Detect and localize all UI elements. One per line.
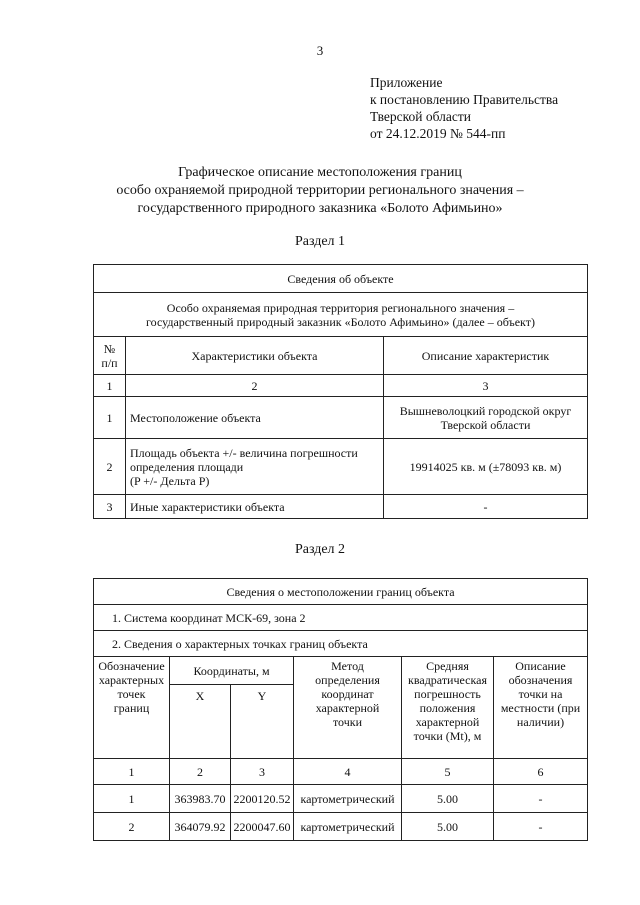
- title-line: государственного природного заказника «Болото Афимьино»: [137, 201, 503, 216]
- col-description: Описание обозначения точки на местности (при наличии): [494, 657, 588, 759]
- appendix-block: [370, 74, 558, 142]
- row-num: 2: [94, 439, 126, 495]
- points-info-line: 2. Сведения о характерных точках границ объекта: [94, 631, 588, 657]
- point-description: -: [494, 785, 588, 813]
- table-row: [94, 439, 588, 495]
- col-x: X: [170, 685, 231, 759]
- table-row: [94, 495, 588, 519]
- table1-colnum: 2: [126, 375, 384, 397]
- col-y: Y: [231, 685, 294, 759]
- section2-heading: Раздел 2: [294, 542, 346, 557]
- row-name: Местоположение объекта: [126, 397, 384, 439]
- table1-subheader: Особо охраняемая природная территория регионального значения – государственный природный заказник «Болото Афимьино» (далее – объект): [94, 293, 588, 337]
- point-method: картометрический: [294, 785, 402, 813]
- point-description: -: [494, 813, 588, 841]
- col-designation: Обозначение характерных точек границ: [94, 657, 170, 759]
- table2-colnum: 5: [402, 759, 494, 785]
- point-x: 364079.92: [170, 813, 231, 841]
- table2-colnum: 4: [294, 759, 402, 785]
- col-coordinates: Координаты, м: [170, 657, 294, 685]
- row-value: 19914025 кв. м (±78093 кв. м): [384, 439, 588, 495]
- table-row: [94, 813, 588, 841]
- appendix-line: Тверской области: [370, 109, 471, 124]
- point-id: 2: [94, 813, 170, 841]
- point-x: 363983.70: [170, 785, 231, 813]
- table1-col-description: Описание характеристик: [384, 337, 588, 375]
- point-y: 2200120.52: [231, 785, 294, 813]
- point-method: картометрический: [294, 813, 402, 841]
- row-value: Вышневолоцкий городской округ Тверской области: [384, 397, 588, 439]
- row-num: 3: [94, 495, 126, 519]
- appendix-line: от 24.12.2019 № 544-пп: [370, 126, 506, 141]
- table1-col-num: № п/п: [94, 337, 126, 375]
- appendix-line: к постановлению Правительства: [370, 92, 559, 107]
- title-line: особо охраняемой природной территории регионального значения –: [116, 183, 524, 198]
- boundary-points-table: [93, 578, 588, 841]
- point-id: 1: [94, 785, 170, 813]
- point-error: 5.00: [402, 785, 494, 813]
- coordinate-system-line: 1. Система координат МСК-69, зона 2: [94, 605, 588, 631]
- row-name: Площадь объекта +/- величина погрешности определения площади (P +/- Дельта P): [126, 439, 384, 495]
- row-num: 1: [94, 397, 126, 439]
- table2-header: Сведения о местоположении границ объекта: [94, 579, 588, 605]
- table1-colnum: 3: [384, 375, 588, 397]
- table2-colnum: 6: [494, 759, 588, 785]
- document-title: [60, 164, 580, 218]
- col-error: Средняя квадратическая погрешность положения характерной точки (Mt), м: [402, 657, 494, 759]
- page-number: 3: [316, 43, 324, 58]
- table1-colnum: 1: [94, 375, 126, 397]
- row-name: Иные характеристики объекта: [126, 495, 384, 519]
- table1-header: Сведения об объекте: [94, 265, 588, 293]
- section1-heading: Раздел 1: [294, 234, 346, 249]
- table2-colnum: 2: [170, 759, 231, 785]
- table-row: [94, 785, 588, 813]
- appendix-line: Приложение: [370, 75, 443, 90]
- col-method: Метод определения координат характерной точки: [294, 657, 402, 759]
- title-line: Графическое описание местоположения границ: [178, 165, 462, 180]
- table2-colnum: 3: [231, 759, 294, 785]
- object-info-table: [93, 264, 588, 519]
- table-row: [94, 397, 588, 439]
- point-y: 2200047.60: [231, 813, 294, 841]
- table1-col-characteristic: Характеристики объекта: [126, 337, 384, 375]
- table2-colnum: 1: [94, 759, 170, 785]
- row-value: -: [384, 495, 588, 519]
- point-error: 5.00: [402, 813, 494, 841]
